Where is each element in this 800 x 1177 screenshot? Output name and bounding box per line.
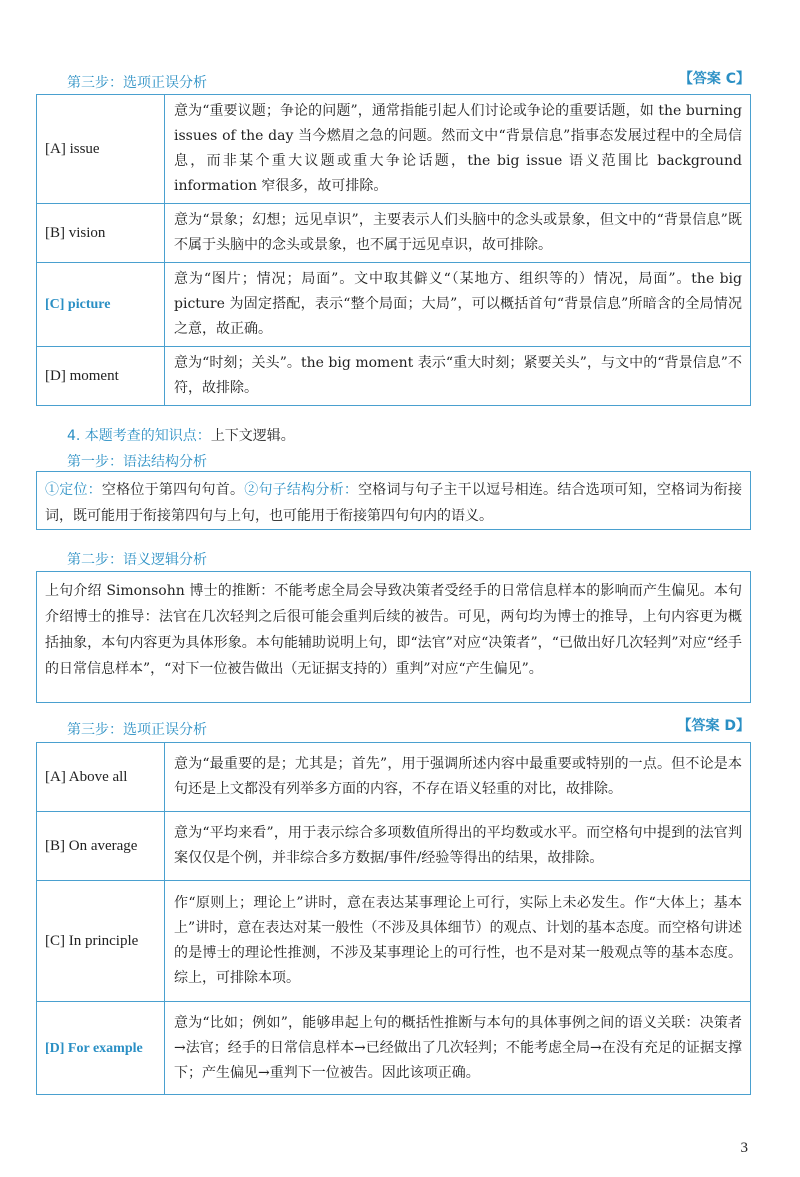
option-explanation: 意为“比如；例如”，能够串起上句的概括性推断与本句的具体事例之间的语义关联：决策者→法官；经手的日常信息样本→已经做出了几次轻判；不能考虑全局→在没有充足的证据支撑下；产生偏见→重判下一位被告。因此该项正确。 [165,1002,751,1095]
option-label: [B] On average [37,812,165,881]
option-label: [B] vision [37,204,165,263]
options-table [36,94,751,406]
option-label: [A] Above all [37,743,165,812]
page-number: 3 [740,1140,748,1156]
option-explanation: 意为“重要议题；争论的问题”，通常指能引起人们讨论或争论的重要话题，如 the burning issues of the day 当今燃眉之急的问题。然而文中“背景信息”指事态发展过程中的全局信息，而非某个重大议题或重大争论话题，the big issue 语义范围比 background information 窄很多，故可排除。 [165,95,751,204]
step-one-heading: 第一步：语法结构分析 [67,454,207,470]
knowledge-topic: 上下文逻辑。 [210,428,295,444]
option-explanation: 作“原则上；理论上”讲时，意在表达某事理论上可行，实际上未必发生。作“大体上；基本上”讲时，意在表达对某一般性（不涉及具体细节）的观点、计划的基本态度。而空格句讲述的是博士的理论性推测，不涉及某事理论上的可行性，也不是对某一般观点等的基本态度。综上，可排除本项。 [165,881,751,1002]
knowledge-point [67,425,295,445]
option-label: [D] moment [37,347,165,406]
locate-text: 空格位于第四句句首。 [101,482,245,498]
option-label: [C] picture [37,263,165,347]
option-explanation: 意为“景象；幻想；远见卓识”，主要表示人们头脑中的念头或景象，但文中的“背景信息”既不属于头脑中的念头或景象，也不属于远见卓识，故可排除。 [165,204,751,263]
option-row [37,204,751,263]
answer-label: 【答案 C】 [678,71,750,87]
grammar-analysis-box [36,471,751,530]
semantic-analysis-box: 上句介绍 Simonsohn 博士的推断：不能考虑全局会导致决策者受经手的日常信息样本的影响而产生偏见。本句介绍博士的推导：法官在几次轻判之后很可能会重判后续的被告。可见，两句均为博士的推导，上句内容更为概括抽象，本句内容更为具体形象。本句能辅助说明上句，即“法官”对应“决策者”，“已做出好几次轻判”对应“经手的日常信息样本”，“对下一位被告做出（无证据支持的）重判”对应“产生偏见”。 [36,571,751,703]
step-two-heading: 第二步：语义逻辑分析 [67,552,207,568]
step-three-heading: 第三步：选项正误分析 [67,75,207,91]
option-row-correct [37,1002,751,1095]
structure-marker: ②句子结构分析： [244,482,359,498]
option-label: [D] For example [37,1002,165,1095]
structure-text: 空格词与句子主干以逗号相连。结合选项可知，空格词为衔接词，既可能用于衔接第四句与上句，也可能用于衔接第四句句内的语义。 [45,482,743,524]
option-label: [A] issue [37,95,165,204]
option-row [37,347,751,406]
question-number: 4. 本题考查的知识点： [67,428,211,444]
option-explanation: 意为“平均来看”，用于表示综合多项数值所得出的平均数或水平。而空格句中提到的法官判案仅仅是个例，并非综合多方数据/事件/经验等得出的结果，故排除。 [165,812,751,881]
option-explanation: 意为“最重要的是；尤其是；首先”，用于强调所述内容中最重要或特别的一点。但不论是本句还是上文都没有列举多方面的内容，不存在语义轻重的对比，故排除。 [165,743,751,812]
option-label: [C] In principle [37,881,165,1002]
option-row [37,743,751,812]
locate-marker: ①定位： [45,482,102,498]
answer-label-2: 【答案 D】 [677,718,750,734]
options-table-2 [36,742,751,1095]
option-row-correct [37,263,751,347]
option-row [37,95,751,204]
option-explanation: 意为“时刻；关头”。the big moment 表示“重大时刻；紧要关头”，与文中的“背景信息”不符，故排除。 [165,347,751,406]
option-row [37,881,751,1002]
step-three-heading-2: 第三步：选项正误分析 [67,722,207,738]
option-row [37,812,751,881]
option-explanation: 意为“图片；情况；局面”。文中取其僻义“（某地方、组织等的）情况，局面”。the big picture 为固定搭配，表示“整个局面；大局”，可以概括首句“背景信息”所暗含的全局情况之意，故正确。 [165,263,751,347]
